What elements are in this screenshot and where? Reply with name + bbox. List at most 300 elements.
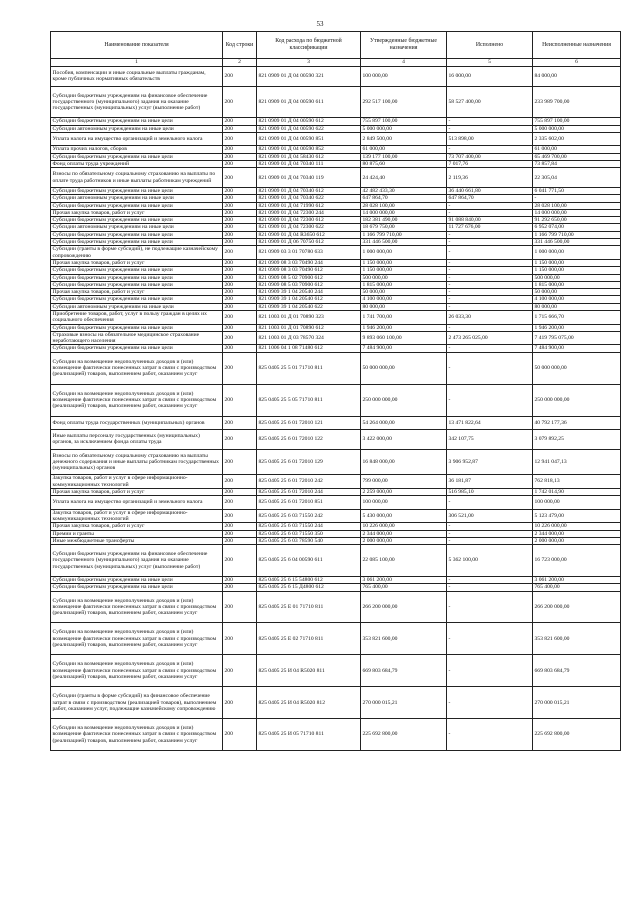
line-code-cell: 200 bbox=[223, 429, 257, 449]
indicator-name-cell: Субсидии автономным учреждениям на иные цели bbox=[51, 303, 223, 310]
budget-classification-cell: 821 0909 01 Д 04 70340 111 bbox=[257, 161, 361, 168]
line-code-cell: 200 bbox=[223, 267, 257, 274]
remaining-amount-cell: 233 989 700,00 bbox=[533, 86, 621, 118]
budget-classification-cell: 821 0909 01 Д 04 70340 612 bbox=[257, 187, 361, 194]
indicator-name-cell: Субсидии бюджетным учреждениям на иные цели bbox=[51, 239, 223, 246]
budget-classification-cell: 821 0909 01 Д 04 00590 612 bbox=[257, 118, 361, 125]
line-code-cell: 200 bbox=[223, 187, 257, 194]
table-row bbox=[51, 655, 621, 687]
indicator-name-cell: Субсидии на возмещение недополученных доходов и (или) возмещение фактически понесенных затрат в связи с производством (реализацией) товаров, выполнением работ, оказанием услуг bbox=[51, 623, 223, 655]
indicator-name-cell: Фонд оплаты труда государственных (муниципальных) органов bbox=[51, 416, 223, 429]
budget-classification-cell: 825 0405 25 6 03 78590 540 bbox=[257, 537, 361, 544]
executed-amount-cell: 16 000,00 bbox=[447, 67, 533, 87]
remaining-amount-cell: 5 000 000,00 bbox=[533, 125, 621, 132]
budget-classification-cell: 821 0909 01 Д 04 72300 244 bbox=[257, 209, 361, 216]
executed-amount-cell: 3 906 952,87 bbox=[447, 449, 533, 475]
remaining-amount-cell: 40 792 177,36 bbox=[533, 416, 621, 429]
executed-amount-cell: - bbox=[447, 231, 533, 238]
line-code-cell: 200 bbox=[223, 384, 257, 416]
remaining-amount-cell: 2 335 602,00 bbox=[533, 133, 621, 146]
executed-amount-cell: 647 864,70 bbox=[447, 195, 533, 202]
line-code-cell: 200 bbox=[223, 153, 257, 160]
table-row bbox=[51, 545, 621, 577]
approved-amount-cell: 18 679 750,00 bbox=[361, 224, 447, 231]
approved-amount-cell: 225 692 800,00 bbox=[361, 719, 447, 751]
approved-amount-cell: 3 422 000,00 bbox=[361, 429, 447, 449]
table-row bbox=[51, 496, 621, 509]
approved-amount-cell: 61 000,00 bbox=[361, 146, 447, 153]
indicator-name-cell: Субсидии бюджетным учреждениям на иные цели bbox=[51, 267, 223, 274]
remaining-amount-cell: 6 041 771,50 bbox=[533, 187, 621, 194]
approved-amount-cell: 2 344 000,00 bbox=[361, 530, 447, 537]
executed-amount-cell: 342 107,75 bbox=[447, 429, 533, 449]
header-executed: Исполнено bbox=[447, 32, 533, 59]
executed-amount-cell: - bbox=[447, 591, 533, 623]
approved-amount-cell: 500 000,00 bbox=[361, 274, 447, 281]
executed-amount-cell: 13 471 822,64 bbox=[447, 416, 533, 429]
table-row bbox=[51, 475, 621, 489]
indicator-name-cell: Прочая закупка товаров, работ и услуг bbox=[51, 259, 223, 266]
header-indicator-name: Наименование показателя bbox=[51, 32, 223, 59]
remaining-amount-cell: 100 000,00 bbox=[533, 496, 621, 509]
approved-amount-cell: 50 000,00 bbox=[361, 289, 447, 296]
approved-amount-cell: 24 424,40 bbox=[361, 168, 447, 188]
budget-classification-cell: 821 0909 01 Д 04 00590 611 bbox=[257, 86, 361, 118]
table-row bbox=[51, 687, 621, 719]
table-row bbox=[51, 324, 621, 331]
budget-classification-cell: 821 0909 39 1 04 20540 622 bbox=[257, 303, 361, 310]
column-number: 3 bbox=[257, 59, 361, 67]
table-row bbox=[51, 296, 621, 303]
executed-amount-cell: - bbox=[447, 267, 533, 274]
table-row bbox=[51, 537, 621, 544]
approved-amount-cell: 4 100 000,00 bbox=[361, 296, 447, 303]
budget-classification-cell: 821 0909 39 1 04 20540 244 bbox=[257, 289, 361, 296]
line-code-cell: 200 bbox=[223, 86, 257, 118]
line-code-cell: 200 bbox=[223, 289, 257, 296]
indicator-name-cell: Субсидии автономным учреждениям на иные цели bbox=[51, 224, 223, 231]
approved-amount-cell: 42 482 433,30 bbox=[361, 187, 447, 194]
executed-amount-cell: 58 527 400,00 bbox=[447, 86, 533, 118]
budget-classification-cell: 821 0909 08 3 03 70490 244 bbox=[257, 259, 361, 266]
budget-classification-cell: 825 0405 25 6 03 71550 242 bbox=[257, 509, 361, 523]
approved-amount-cell: 1 741 700,00 bbox=[361, 311, 447, 325]
budget-classification-cell: 821 0909 01 Д 04 00590 321 bbox=[257, 67, 361, 87]
indicator-name-cell: Прочая закупка товаров, работ и услуг bbox=[51, 523, 223, 530]
indicator-name-cell: Субсидии на возмещение недополученных доходов и (или) возмещение фактически понесенных затрат в связи с производством (реализацией) товаров, выполнением работ, оказанием услуг bbox=[51, 719, 223, 751]
approved-amount-cell: 100 000,00 bbox=[361, 496, 447, 509]
approved-amount-cell: 647 864,70 bbox=[361, 195, 447, 202]
table-row bbox=[51, 224, 621, 231]
remaining-amount-cell: 500 000,00 bbox=[533, 274, 621, 281]
indicator-name-cell: Приобретение товаров, работ, услуг в пользу граждан в целях их социального обеспечения bbox=[51, 311, 223, 325]
table-row bbox=[51, 352, 621, 384]
table-row bbox=[51, 384, 621, 416]
table-row bbox=[51, 591, 621, 623]
executed-amount-cell: - bbox=[447, 259, 533, 266]
budget-classification-cell: 821 0909 01 Д 04 70340 622 bbox=[257, 195, 361, 202]
budget-classification-cell: 821 0909 01 Д 04 70340 119 bbox=[257, 168, 361, 188]
approved-amount-cell: 353 821 600,00 bbox=[361, 623, 447, 655]
line-code-cell: 200 bbox=[223, 274, 257, 281]
approved-amount-cell: 139 177 100,00 bbox=[361, 153, 447, 160]
remaining-amount-cell: 1 166 799 710,00 bbox=[533, 231, 621, 238]
table-body bbox=[51, 67, 621, 751]
budget-classification-cell: 825 0405 25 И 04 R5020 812 bbox=[257, 687, 361, 719]
table-row bbox=[51, 239, 621, 246]
executed-amount-cell: 26 033,30 bbox=[447, 311, 533, 325]
approved-amount-cell: 1 150 000,00 bbox=[361, 259, 447, 266]
executed-amount-cell: - bbox=[447, 530, 533, 537]
remaining-amount-cell: 2 344 000,00 bbox=[533, 530, 621, 537]
indicator-name-cell: Иные выплаты персоналу государственных (муниципальных) органов, за исключением фонда оплаты труда bbox=[51, 429, 223, 449]
line-code-cell: 200 bbox=[223, 416, 257, 429]
column-number-row bbox=[51, 59, 621, 67]
line-code-cell: 200 bbox=[223, 345, 257, 352]
line-code-cell: 200 bbox=[223, 324, 257, 331]
approved-amount-cell: 2 849 500,00 bbox=[361, 133, 447, 146]
executed-amount-cell: - bbox=[447, 281, 533, 288]
remaining-amount-cell: 225 692 800,00 bbox=[533, 719, 621, 751]
table-row bbox=[51, 331, 621, 345]
indicator-name-cell: Уплата прочих налогов, сборов bbox=[51, 146, 223, 153]
budget-classification-cell: 825 0405 25 6 01 72010 121 bbox=[257, 416, 361, 429]
indicator-name-cell: Уплата налога на имущество организаций и земельного налога bbox=[51, 496, 223, 509]
approved-amount-cell: 7 484 900,00 bbox=[361, 345, 447, 352]
budget-classification-cell: 821 1003 01 Д 01 70890 612 bbox=[257, 324, 361, 331]
indicator-name-cell: Субсидии автономным учреждениям на иные цели bbox=[51, 195, 223, 202]
table-row bbox=[51, 345, 621, 352]
approved-amount-cell: 1 815 000,00 bbox=[361, 281, 447, 288]
indicator-name-cell: Субсидии на возмещение недополученных доходов и (или) возмещение фактически понесенных затрат в связи с производством (реализацией) товаров, выполнением работ, оказанием услуг bbox=[51, 591, 223, 623]
budget-classification-cell: 825 0405 25 6 15 54800 612 bbox=[257, 577, 361, 584]
approved-amount-cell: 266 200 000,00 bbox=[361, 591, 447, 623]
line-code-cell: 200 bbox=[223, 331, 257, 345]
table-row bbox=[51, 168, 621, 188]
budget-classification-cell: 821 1003 01 Д 01 70890 323 bbox=[257, 311, 361, 325]
remaining-amount-cell: 14 000 000,00 bbox=[533, 209, 621, 216]
header-approved: Утвержденные бюджетные назначения bbox=[361, 32, 447, 59]
indicator-name-cell: Иные межбюджетные трансферты bbox=[51, 537, 223, 544]
indicator-name-cell: Субсидии бюджетным учреждениям на финансовое обеспечение государственного (муниципального) задания на оказание государственных (муниципальных) услуг (выполнение работ) bbox=[51, 545, 223, 577]
approved-amount-cell: 1 166 799 710,00 bbox=[361, 231, 447, 238]
remaining-amount-cell: 50 000,00 bbox=[533, 289, 621, 296]
remaining-amount-cell: 91 292 650,00 bbox=[533, 217, 621, 224]
column-number: 4 bbox=[361, 59, 447, 67]
table-header-row bbox=[51, 32, 621, 59]
table-row bbox=[51, 195, 621, 202]
table-row bbox=[51, 509, 621, 523]
budget-classification-cell: 825 0405 25 6 03 71550 244 bbox=[257, 523, 361, 530]
table-row bbox=[51, 274, 621, 281]
indicator-name-cell: Премии и гранты bbox=[51, 530, 223, 537]
header-budget-classification: Код расхода по бюджетной классификации bbox=[257, 32, 361, 59]
indicator-name-cell: Прочая закупка товаров, работ и услуг bbox=[51, 209, 223, 216]
remaining-amount-cell: 250 000 000,00 bbox=[533, 384, 621, 416]
table-row bbox=[51, 125, 621, 132]
executed-amount-cell: - bbox=[447, 384, 533, 416]
line-code-cell: 200 bbox=[223, 209, 257, 216]
budget-classification-cell: 821 0909 01 Д 04 00590 852 bbox=[257, 146, 361, 153]
column-number: 5 bbox=[447, 59, 533, 67]
line-code-cell: 200 bbox=[223, 623, 257, 655]
indicator-name-cell: Субсидии бюджетным учреждениям на иные цели bbox=[51, 153, 223, 160]
indicator-name-cell: Субсидии бюджетным учреждениям на иные цели bbox=[51, 281, 223, 288]
budget-classification-cell: 821 0909 01 Д 06 70750 612 bbox=[257, 239, 361, 246]
executed-amount-cell: - bbox=[447, 118, 533, 125]
column-number: 6 bbox=[533, 59, 621, 67]
budget-classification-cell: 825 0405 25 6 01 72010 851 bbox=[257, 496, 361, 509]
indicator-name-cell: Субсидии бюджетным учреждениям на иные цели bbox=[51, 584, 223, 591]
table-row bbox=[51, 231, 621, 238]
line-code-cell: 200 bbox=[223, 281, 257, 288]
remaining-amount-cell: 3 079 892,25 bbox=[533, 429, 621, 449]
line-code-cell: 200 bbox=[223, 296, 257, 303]
table-row bbox=[51, 187, 621, 194]
indicator-name-cell: Прочая закупка товаров, работ и услуг bbox=[51, 488, 223, 495]
approved-amount-cell: 100 000,00 bbox=[361, 67, 447, 87]
table-row bbox=[51, 584, 621, 591]
executed-amount-cell: 5 362 100,00 bbox=[447, 545, 533, 577]
budget-classification-cell: 825 0405 25 6 01 72010 244 bbox=[257, 488, 361, 495]
executed-amount-cell: - bbox=[447, 577, 533, 584]
indicator-name-cell: Субсидии бюджетным учреждениям на иные цели bbox=[51, 217, 223, 224]
remaining-amount-cell: 1 000 000,00 bbox=[533, 246, 621, 260]
line-code-cell: 200 bbox=[223, 224, 257, 231]
remaining-amount-cell: 765 400,00 bbox=[533, 584, 621, 591]
remaining-amount-cell: 331 446 500,00 bbox=[533, 239, 621, 246]
line-code-cell: 200 bbox=[223, 231, 257, 238]
budget-classification-cell: 825 0405 25 И 04 R5020 811 bbox=[257, 655, 361, 687]
line-code-cell: 200 bbox=[223, 161, 257, 168]
remaining-amount-cell: 16 723 000,00 bbox=[533, 545, 621, 577]
remaining-amount-cell: 65 469 700,00 bbox=[533, 153, 621, 160]
table-row bbox=[51, 719, 621, 751]
line-code-cell: 200 bbox=[223, 202, 257, 209]
table-row bbox=[51, 488, 621, 495]
approved-amount-cell: 270 000 015,21 bbox=[361, 687, 447, 719]
remaining-amount-cell: 1 742 014,90 bbox=[533, 488, 621, 495]
line-code-cell: 200 bbox=[223, 719, 257, 751]
table-row bbox=[51, 86, 621, 118]
indicator-name-cell: Взносы по обязательному социальному страхованию на выплаты по оплате труда работников и иные выплаты работникам учреждений bbox=[51, 168, 223, 188]
executed-amount-cell: - bbox=[447, 584, 533, 591]
header-line-code: Код строки bbox=[223, 32, 257, 59]
line-code-cell: 200 bbox=[223, 217, 257, 224]
remaining-amount-cell: 73 857,84 bbox=[533, 161, 621, 168]
remaining-amount-cell: 4 100 000,00 bbox=[533, 296, 621, 303]
table-row bbox=[51, 217, 621, 224]
indicator-name-cell: Субсидии бюджетным учреждениям на иные цели bbox=[51, 345, 223, 352]
approved-amount-cell: 331 446 500,00 bbox=[361, 239, 447, 246]
column-number: 2 bbox=[223, 59, 257, 67]
table-row bbox=[51, 153, 621, 160]
approved-amount-cell: 5 000 000,00 bbox=[361, 125, 447, 132]
column-number: 1 bbox=[51, 59, 223, 67]
executed-amount-cell: - bbox=[447, 146, 533, 153]
remaining-amount-cell: 6 952 074,00 bbox=[533, 224, 621, 231]
executed-amount-cell: - bbox=[447, 202, 533, 209]
executed-amount-cell: 2 119,36 bbox=[447, 168, 533, 188]
executed-amount-cell: 36 181,87 bbox=[447, 475, 533, 489]
indicator-name-cell: Субсидии бюджетным учреждениям на иные цели bbox=[51, 187, 223, 194]
budget-classification-cell: 825 0405 25 Е 02 71710 811 bbox=[257, 623, 361, 655]
approved-amount-cell: 182 381 490,00 bbox=[361, 217, 447, 224]
indicator-name-cell: Субсидии (гранты в форме субсидий) на финансовое обеспечение затрат в связи с производством (реализацией товаров), выполнением работ, оказанием услуг, подлежащие казначейскому сопровождению bbox=[51, 687, 223, 719]
table-row bbox=[51, 289, 621, 296]
budget-classification-cell: 825 0405 25 5 01 71710 811 bbox=[257, 352, 361, 384]
budget-execution-table bbox=[50, 31, 621, 751]
table-row bbox=[51, 259, 621, 266]
indicator-name-cell: Субсидии на возмещение недополученных доходов и (или) возмещение фактически понесенных затрат в связи с производством (реализацией) товаров, выполнением работ, оказанием услуг bbox=[51, 384, 223, 416]
indicator-name-cell: Уплата налога на имущество организаций и земельного налога bbox=[51, 133, 223, 146]
table-row bbox=[51, 67, 621, 87]
line-code-cell: 200 bbox=[223, 303, 257, 310]
executed-amount-cell: 7 017,76 bbox=[447, 161, 533, 168]
line-code-cell: 200 bbox=[223, 523, 257, 530]
line-code-cell: 200 bbox=[223, 352, 257, 384]
line-code-cell: 200 bbox=[223, 67, 257, 87]
remaining-amount-cell: 61 000,00 bbox=[533, 146, 621, 153]
remaining-amount-cell: 10 226 000,00 bbox=[533, 523, 621, 530]
remaining-amount-cell: 22 305,04 bbox=[533, 168, 621, 188]
remaining-amount-cell: 1 815 000,00 bbox=[533, 281, 621, 288]
indicator-name-cell: Субсидии бюджетным учреждениям на иные цели bbox=[51, 274, 223, 281]
line-code-cell: 200 bbox=[223, 591, 257, 623]
indicator-name-cell: Субсидии на возмещение недополученных доходов и (или) возмещение фактически понесенных затрат в связи с производством (реализацией) товаров, выполнением работ, оказанием услуг bbox=[51, 352, 223, 384]
budget-classification-cell: 821 0909 03 3 01 70780 633 bbox=[257, 246, 361, 260]
table-row bbox=[51, 311, 621, 325]
executed-amount-cell: 513 898,00 bbox=[447, 133, 533, 146]
remaining-amount-cell: 669 803 684,79 bbox=[533, 655, 621, 687]
approved-amount-cell: 22 085 100,00 bbox=[361, 545, 447, 577]
remaining-amount-cell: 755 897 100,00 bbox=[533, 118, 621, 125]
remaining-amount-cell: 84 000,00 bbox=[533, 67, 621, 87]
budget-classification-cell: 825 0405 25 6 04 00590 611 bbox=[257, 545, 361, 577]
executed-amount-cell: - bbox=[447, 303, 533, 310]
budget-classification-cell: 825 0405 25 6 15 Д4800 612 bbox=[257, 584, 361, 591]
budget-classification-cell: 821 0909 01 Д 04 58430 612 bbox=[257, 153, 361, 160]
remaining-amount-cell: 28 028 100,00 bbox=[533, 202, 621, 209]
budget-classification-cell: 821 1006 04 1 08 71480 612 bbox=[257, 345, 361, 352]
budget-classification-cell: 821 0909 08 5 02 70900 612 bbox=[257, 274, 361, 281]
remaining-amount-cell: 270 000 015,21 bbox=[533, 687, 621, 719]
indicator-name-cell: Субсидии бюджетным учреждениям на иные цели bbox=[51, 296, 223, 303]
table-row bbox=[51, 523, 621, 530]
budget-classification-cell: 825 0405 25 6 03 71550 350 bbox=[257, 530, 361, 537]
line-code-cell: 200 bbox=[223, 687, 257, 719]
line-code-cell: 200 bbox=[223, 577, 257, 584]
executed-amount-cell: - bbox=[447, 239, 533, 246]
line-code-cell: 200 bbox=[223, 475, 257, 489]
approved-amount-cell: 10 226 000,00 bbox=[361, 523, 447, 530]
indicator-name-cell: Субсидии бюджетным учреждениям на финансовое обеспечение государственного (муниципального) задания на оказание государственных (муниципальных) услуг (выполнение работ) bbox=[51, 86, 223, 118]
indicator-name-cell: Прочая закупка товаров, работ и услуг bbox=[51, 289, 223, 296]
remaining-amount-cell: 12 941 047,13 bbox=[533, 449, 621, 475]
line-code-cell: 200 bbox=[223, 239, 257, 246]
approved-amount-cell: 14 000 000,00 bbox=[361, 209, 447, 216]
line-code-cell: 200 bbox=[223, 537, 257, 544]
table-row bbox=[51, 202, 621, 209]
executed-amount-cell: - bbox=[447, 274, 533, 281]
line-code-cell: 200 bbox=[223, 311, 257, 325]
remaining-amount-cell: - bbox=[533, 195, 621, 202]
budget-classification-cell: 825 0405 25 Е 01 71710 811 bbox=[257, 591, 361, 623]
approved-amount-cell: 54 264 000,00 bbox=[361, 416, 447, 429]
line-code-cell: 200 bbox=[223, 168, 257, 188]
remaining-amount-cell: 3 061 200,00 bbox=[533, 577, 621, 584]
table-row bbox=[51, 267, 621, 274]
indicator-name-cell: Субсидии бюджетным учреждениям на иные цели bbox=[51, 202, 223, 209]
executed-amount-cell: 516 985,10 bbox=[447, 488, 533, 495]
remaining-amount-cell: 1 715 666,70 bbox=[533, 311, 621, 325]
budget-classification-cell: 821 0909 01 Д 04 00590 622 bbox=[257, 125, 361, 132]
line-code-cell: 200 bbox=[223, 125, 257, 132]
executed-amount-cell: - bbox=[447, 537, 533, 544]
executed-amount-cell: - bbox=[447, 246, 533, 260]
table-row bbox=[51, 209, 621, 216]
approved-amount-cell: 250 000 000,00 bbox=[361, 384, 447, 416]
indicator-name-cell: Субсидии автономным учреждениям на иные цели bbox=[51, 125, 223, 132]
table-row bbox=[51, 416, 621, 429]
table-row bbox=[51, 303, 621, 310]
approved-amount-cell: 5 430 000,00 bbox=[361, 509, 447, 523]
line-code-cell: 200 bbox=[223, 146, 257, 153]
budget-classification-cell: 821 0909 01 Д 04 R3650 612 bbox=[257, 231, 361, 238]
table-row bbox=[51, 133, 621, 146]
budget-classification-cell: 821 1003 01 Д 03 78570 324 bbox=[257, 331, 361, 345]
remaining-amount-cell: 1 150 000,00 bbox=[533, 259, 621, 266]
remaining-amount-cell: 80 000,00 bbox=[533, 303, 621, 310]
budget-classification-cell: 825 0405 25 6 01 72010 129 bbox=[257, 449, 361, 475]
remaining-amount-cell: 7 419 795 075,00 bbox=[533, 331, 621, 345]
executed-amount-cell: - bbox=[447, 209, 533, 216]
approved-amount-cell: 669 803 684,79 bbox=[361, 655, 447, 687]
table-row bbox=[51, 281, 621, 288]
indicator-name-cell: Субсидии бюджетным учреждениям на иные цели bbox=[51, 324, 223, 331]
table-row bbox=[51, 449, 621, 475]
line-code-cell: 200 bbox=[223, 545, 257, 577]
executed-amount-cell: 73 707 400,00 bbox=[447, 153, 533, 160]
line-code-cell: 200 bbox=[223, 496, 257, 509]
budget-classification-cell: 821 0909 39 1 04 20540 612 bbox=[257, 296, 361, 303]
remaining-amount-cell: 762 818,13 bbox=[533, 475, 621, 489]
table-row bbox=[51, 623, 621, 655]
remaining-amount-cell: 1 946 200,00 bbox=[533, 324, 621, 331]
remaining-amount-cell: 7 484 900,00 bbox=[533, 345, 621, 352]
line-code-cell: 200 bbox=[223, 584, 257, 591]
executed-amount-cell: 2 473 265 025,00 bbox=[447, 331, 533, 345]
approved-amount-cell: 1 000 000,00 bbox=[361, 246, 447, 260]
table-row bbox=[51, 429, 621, 449]
line-code-cell: 200 bbox=[223, 655, 257, 687]
executed-amount-cell: - bbox=[447, 719, 533, 751]
remaining-amount-cell: 353 821 600,00 bbox=[533, 623, 621, 655]
indicator-name-cell: Субсидии на возмещение недополученных доходов и (или) возмещение фактически понесенных затрат в связи с производством (реализацией) товаров, выполнением работ, оказанием услуг bbox=[51, 655, 223, 687]
indicator-name-cell: Страховые взносы на обязательное медицинское страхование неработающего населения bbox=[51, 331, 223, 345]
approved-amount-cell: 799 000,00 bbox=[361, 475, 447, 489]
indicator-name-cell: Фонд оплаты труда учреждений bbox=[51, 161, 223, 168]
table-row bbox=[51, 577, 621, 584]
approved-amount-cell: 80 875,60 bbox=[361, 161, 447, 168]
executed-amount-cell: - bbox=[447, 687, 533, 719]
executed-amount-cell: - bbox=[447, 523, 533, 530]
approved-amount-cell: 2 000 000,00 bbox=[361, 537, 447, 544]
table-row bbox=[51, 146, 621, 153]
remaining-amount-cell: 5 123 479,00 bbox=[533, 509, 621, 523]
indicator-name-cell: Закупка товаров, работ и услуг в сфере информационно-коммуникационных технологий bbox=[51, 509, 223, 523]
budget-classification-cell: 821 0909 01 Д 04 00590 851 bbox=[257, 133, 361, 146]
